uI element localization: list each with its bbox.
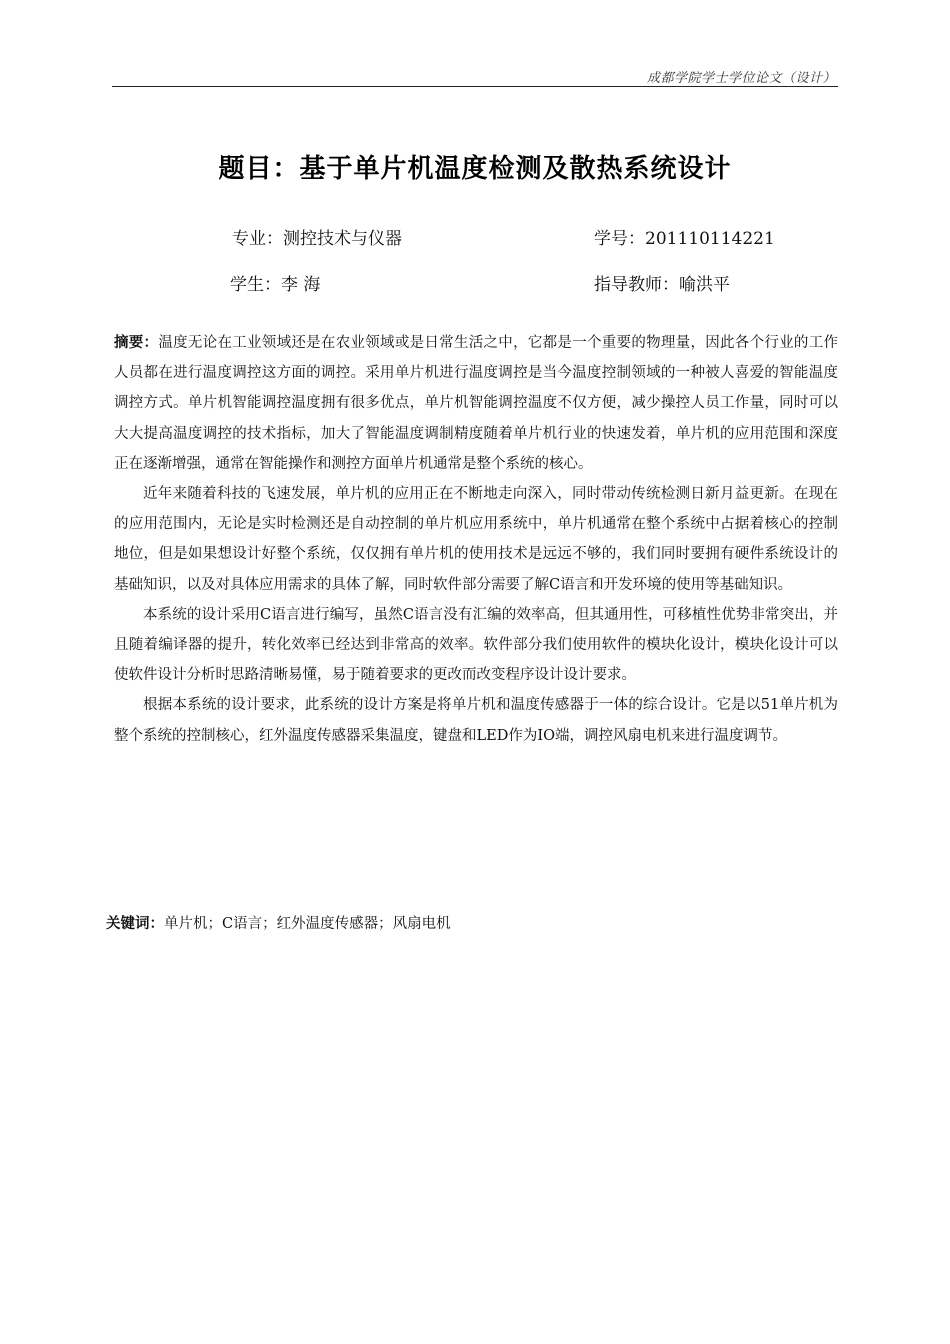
abstract-text: 温度无论在工业领域还是在农业领域或是日常生活之中，它都是一个重要的物理量，因此各个行业的工作人员都在进行温度调控这方面的调控。采用单片机进行温度调控是当今温度控制领域的一种被人喜爱的智能温度调控方式。单片机智能调控温度拥有很多优点，单片机智能调控温度不仅方便，减少操控人员工作量，同时可以大大提高温度调控的技术指标，加大了智能温度调制精度随着单片机行业的快速发着，单片机的应用范围和深度正在逐渐增强，通常在智能操作和测控方面单片机通常是整个系统的核心。 <box>114 335 838 472</box>
abstract-paragraph: 近年来随着科技的飞速发展，单片机的应用正在不断地走向深入，同时带动传统检测日新月益更新。在现在的应用范围内，无论是实时检测还是自动控制的单片机应用系统中，单片机通常在整个系统中占据着核心的控制地位，但是如果想设计好整个系统，仅仅拥有单片机的使用技术是远远不够的，我们同时要拥有硬件系统设计的基础知识，以及对具体应用需求的具体了解，同时软件部分需要了解C语言和开发环境的使用等基础知识。 <box>114 486 838 593</box>
header-divider <box>112 86 838 87</box>
student-id-field: 学号：201110114221 <box>594 229 775 249</box>
abstract-label: 摘要： <box>114 335 159 351</box>
abstract-paragraph: 根据本系统的设计要求，此系统的设计方案是将单片机和温度传感器于一体的综合设计。它是以51单片机为整个系统的控制核心，红外温度传感器采集温度，键盘和LED作为IO端，调控风扇电机来进行温度调节。 <box>114 697 838 744</box>
thesis-title: 题目：基于单片机温度检测及散热系统设计 <box>218 154 732 184</box>
abstract-paragraph <box>114 328 838 479</box>
keywords-line <box>106 912 451 933</box>
running-header: 成都学院学士学位论文（设计） <box>646 71 836 86</box>
advisor-field: 指导教师：喻洪平 <box>594 275 730 295</box>
student-name-field: 学生：李 海 <box>230 275 321 295</box>
abstract-section <box>114 328 838 751</box>
keywords-label: 关键词： <box>106 916 164 932</box>
keywords-text: 单片机；C语言；红外温度传感器；风扇电机 <box>164 916 451 932</box>
abstract-paragraph: 本系统的设计采用C语言进行编写，虽然C语言没有汇编的效率高，但其通用性，可移植性优势非常突出，并且随着编译器的提升，转化效率已经达到非常高的效率。软件部分我们使用软件的模块化设计，模块化设计可以使软件设计分析时思路清晰易懂，易于随着要求的更改而改变程序设计设计要求。 <box>114 606 838 684</box>
major-field: 专业：测控技术与仪器 <box>232 229 402 249</box>
